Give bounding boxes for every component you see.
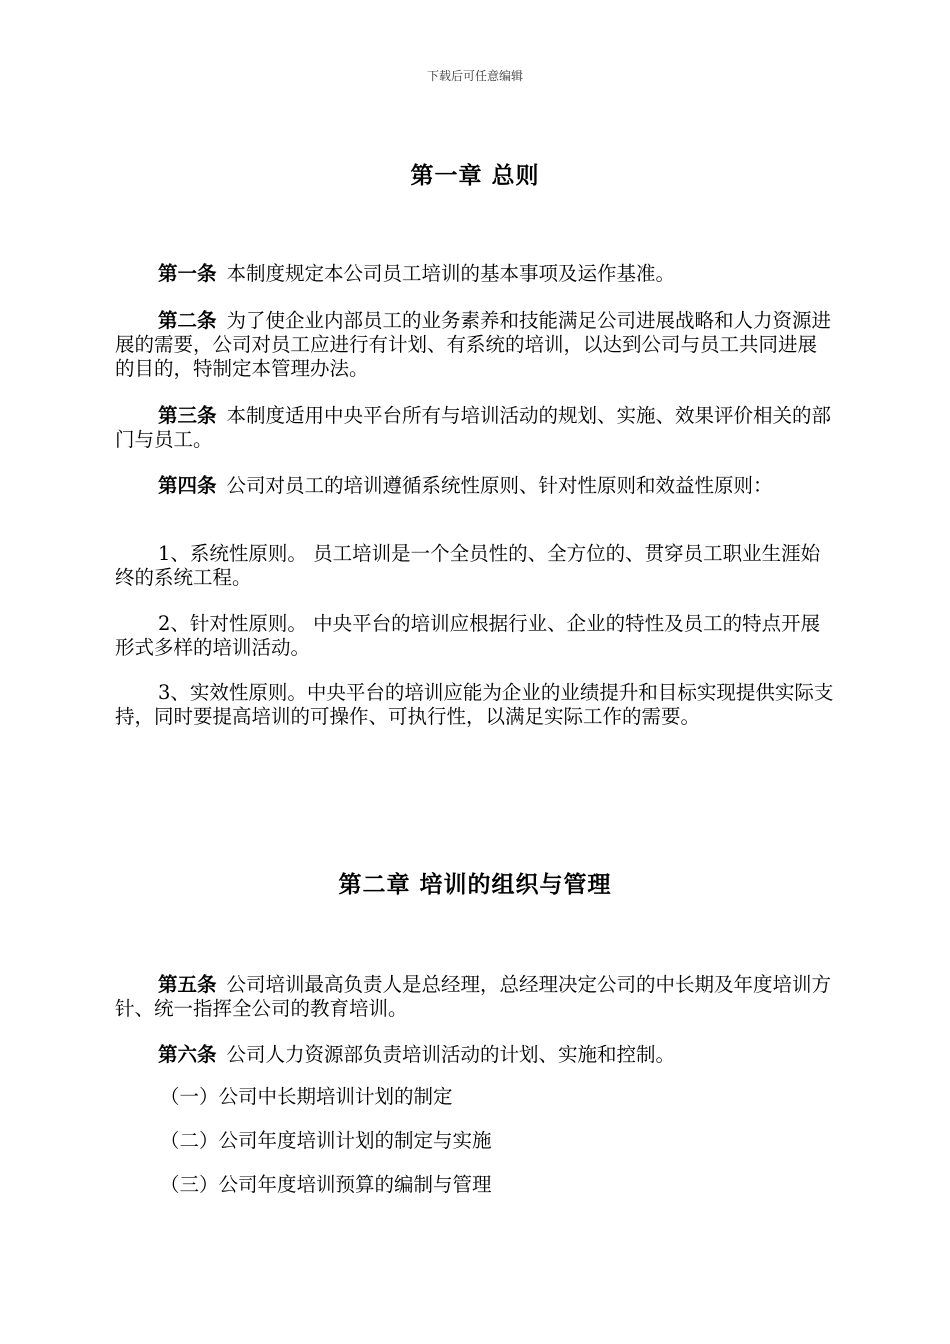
principle-2: 2、针对性原则。 中央平台的培训应根据行业、企业的特性及员工的特点开展形式多样的培训活动。 xyxy=(115,612,821,659)
article-text: 为了使企业内部员工的业务素养和技能满足公司进展战略和人力资源进展的需要，公司对员工应进行有计划、有系统的培训，以达到公司与员工共同进展的目的，特制定本管理办法。 xyxy=(115,309,832,380)
chapter-1-title: 第一章 总则 xyxy=(410,163,540,189)
article-1 xyxy=(115,262,835,286)
principle-3: 3、实效性原则。中央平台的培训应能为企业的业绩提升和目标实现提供实际支持，同时要提高培训的可操作、可执行性，以满足实际工作的需要。 xyxy=(115,681,834,728)
page-header-note: 下载后可任意编辑 xyxy=(426,69,523,83)
article-5 xyxy=(115,973,835,1021)
article-text: 公司培训最高负责人是总经理，总经理决定公司的中长期及年度培训方针、统一指挥全公司的教育培训。 xyxy=(115,973,832,1020)
article-label: 第六条 xyxy=(158,1043,217,1066)
article-4 xyxy=(115,474,835,498)
principle-1: 1、系统性原则。 员工培训是一个全员性的、全方位的、贯穿员工职业生涯始终的系统工程。 xyxy=(115,542,821,589)
article-label: 第三条 xyxy=(158,404,217,427)
article-label: 第五条 xyxy=(158,973,217,996)
article-label: 第二条 xyxy=(158,309,217,332)
article-label: 第一条 xyxy=(158,262,217,285)
chapter-2-title: 第二章 培训的组织与管理 xyxy=(338,872,612,898)
article-label: 第四条 xyxy=(158,474,217,497)
duty-item-3: （三）公司年度培训预算的编制与管理 xyxy=(160,1173,492,1196)
article-text: 本制度适用中央平台所有与培训活动的规划、实施、效果评价相关的部门与员工。 xyxy=(115,404,832,451)
article-text: 本制度规定本公司员工培训的基本事项及运作基准。 xyxy=(226,262,676,285)
article-6 xyxy=(115,1043,835,1067)
duty-item-1: （一）公司中长期培训计划的制定 xyxy=(160,1085,453,1108)
duty-item-2: （二）公司年度培训计划的制定与实施 xyxy=(160,1129,492,1152)
article-2 xyxy=(115,309,835,381)
article-text: 公司对员工的培训遵循系统性原则、针对性原则和效益性原则： xyxy=(226,474,773,497)
article-text: 公司人力资源部负责培训活动的计划、实施和控制。 xyxy=(226,1043,676,1066)
article-3 xyxy=(115,404,835,452)
